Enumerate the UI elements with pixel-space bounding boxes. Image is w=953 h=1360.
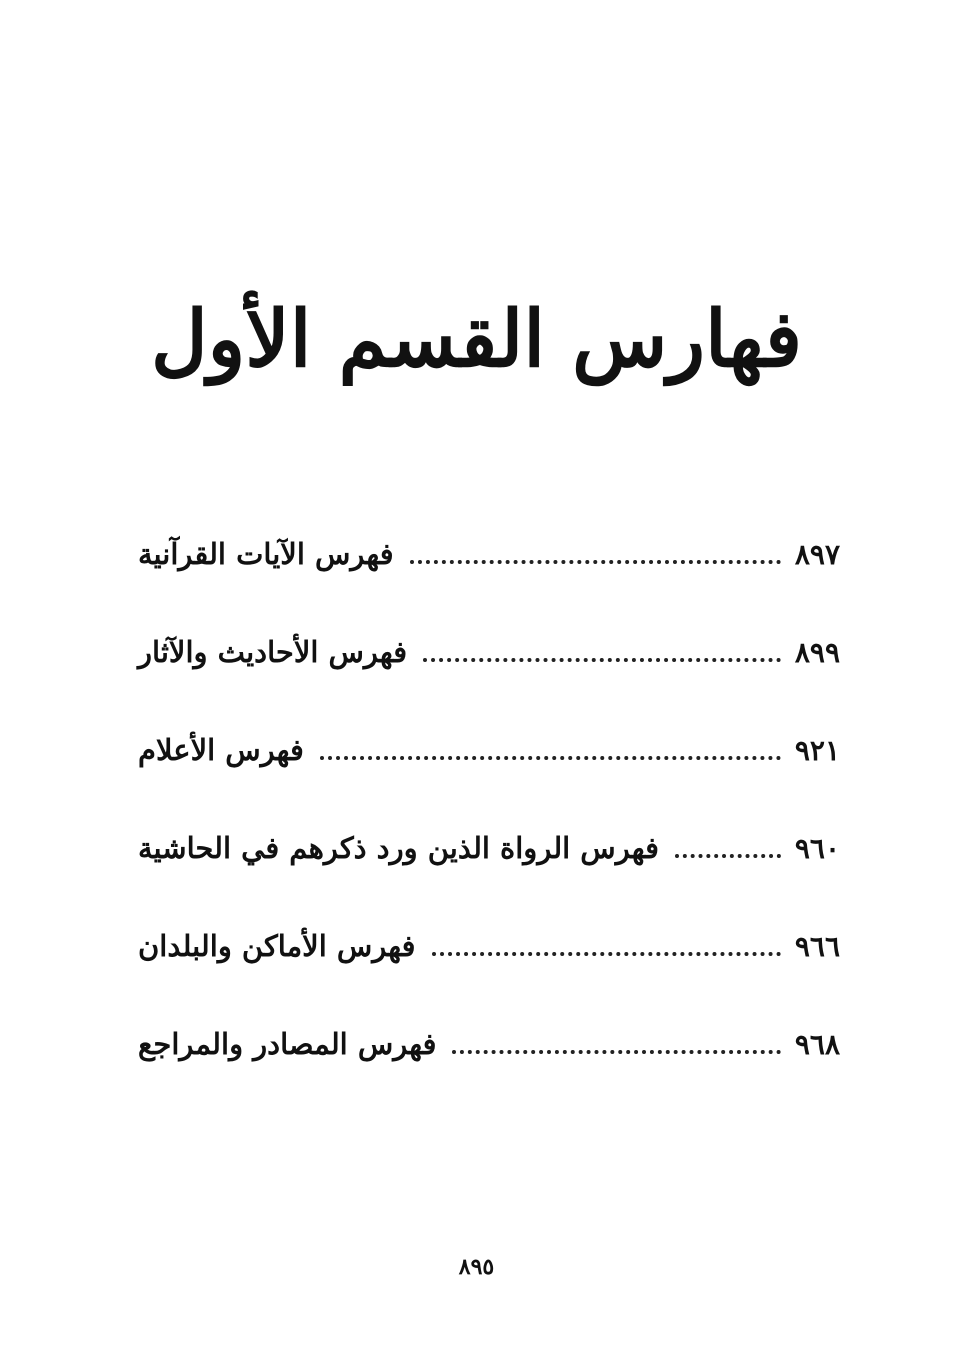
toc-entry-page-number: ٩٦٨ (794, 1027, 840, 1061)
toc-entry-title: فهرس الأعلام (138, 733, 304, 767)
table-of-contents (138, 505, 840, 1093)
dot-leader (432, 952, 781, 956)
toc-entry-page-number: ٨٩٧ (794, 537, 840, 571)
toc-entry (138, 995, 840, 1093)
toc-entry (138, 505, 840, 603)
toc-entry-page-number: ٩٢١ (794, 733, 840, 767)
dot-leader (452, 1050, 780, 1054)
toc-entry-title: فهرس الرواة الذين ورد ذكرهم في الحاشية (138, 831, 659, 865)
toc-entry (138, 603, 840, 701)
toc-entry-title: فهرس الأماكن والبلدان (138, 929, 416, 963)
page-title: فهارس القسم الأول (150, 294, 803, 385)
dot-leader (675, 854, 781, 858)
page-number: ٨٩٥ (458, 1254, 495, 1280)
toc-entry-page-number: ٩٦٦ (794, 929, 840, 963)
toc-entry (138, 897, 840, 995)
toc-entry (138, 701, 840, 799)
toc-entry-page-number: ٨٩٩ (794, 635, 840, 669)
toc-entry-title: فهرس المصادر والمراجع (138, 1027, 437, 1061)
toc-entry-page-number: ٩٦٠ (794, 831, 840, 865)
dot-leader (320, 756, 781, 760)
dot-leader (423, 658, 781, 662)
toc-entry-title: فهرس الآيات القرآنية (138, 537, 394, 571)
toc-entry (138, 799, 840, 897)
toc-entry-title: فهرس الأحاديث والآثار (138, 635, 408, 669)
dot-leader (410, 560, 781, 564)
